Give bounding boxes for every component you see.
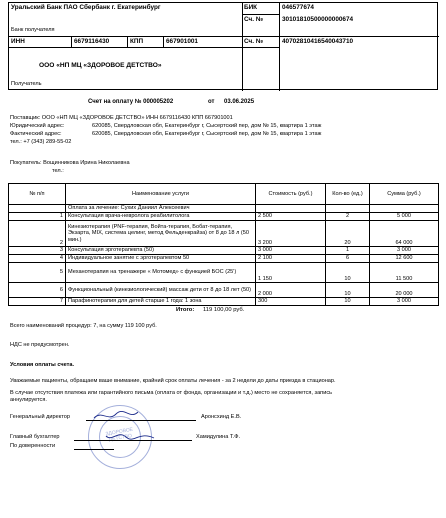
actual-address: 620085, Свердловская обл, Екатеринбург г, Сысертский пер, дом № 15, квартира 1 этаж xyxy=(92,131,322,137)
bik-label: БИК xyxy=(244,4,258,11)
director-label: Генеральный директор xyxy=(10,414,70,420)
kpp-label: КПП xyxy=(130,38,144,45)
invoice-date-prefix: от xyxy=(208,99,215,105)
row-qty: 20 xyxy=(326,221,370,247)
services-table xyxy=(8,183,439,306)
row-number: 6 xyxy=(9,283,66,298)
table-row xyxy=(9,247,439,255)
receiver-label: Получатель xyxy=(11,81,42,87)
row-price: 300 xyxy=(256,298,326,306)
row-price: 3 200 xyxy=(256,221,326,247)
director-signature xyxy=(92,408,142,422)
receiver-bank-label: Банк получателя xyxy=(11,27,55,33)
legal-address: 620085, Свердловская обл, Екатеринбург г, Сысертский пер, дом № 15, квартира 1 этаж xyxy=(92,123,322,129)
row-sum: 64 000 xyxy=(370,221,439,247)
patient-row xyxy=(9,205,439,213)
table-row xyxy=(9,255,439,263)
buyer-line: Покупатель: Вощинникова Ирина Николаевна xyxy=(10,160,130,166)
stamp-text: ЗДОРОВОЕ ДЕТСТВО xyxy=(105,426,134,443)
total-value: 119 100,00 руб. xyxy=(203,307,245,313)
row-sum: 3 000 xyxy=(370,298,439,306)
acc-value: 40702810416540043710 xyxy=(282,38,354,45)
bank-details-table xyxy=(8,2,438,90)
org-name: ООО «НП МЦ «ЗДОРОВОЕ ДЕТСТВО» xyxy=(39,62,162,69)
row-service: Механотерапия на тренажере « Мотомед» с функцией БОС (25') xyxy=(66,263,256,283)
row-number: 7 xyxy=(9,298,66,306)
header-price: Стоимость (руб.) xyxy=(256,184,326,205)
items-count-line: Всего наименований процедур: 7, на сумму 119 100 руб. xyxy=(10,323,157,329)
row-qty: 10 xyxy=(326,263,370,283)
row-qty: 10 xyxy=(326,283,370,298)
header-qty: Кол-во (ед.) xyxy=(326,184,370,205)
table-row xyxy=(9,298,439,306)
legal-address-label: Юридический адрес: xyxy=(10,123,65,129)
bank-name: Уральский Банк ПАО Сбербанк г. Екатеринбург xyxy=(11,4,161,11)
buyer-phone-label: тел.: xyxy=(52,168,64,174)
proxy-label: По доверенности xyxy=(10,443,56,449)
actual-address-label: Фактический адрес: xyxy=(10,131,62,137)
row-price: 3 000 xyxy=(256,247,326,255)
conditions-title: Условия оплаты счета. xyxy=(10,362,75,368)
kpp-value: 667901001 xyxy=(166,38,198,45)
header-service: Наименование услуги xyxy=(66,184,256,205)
table-row xyxy=(9,213,439,221)
corr-value: 30101810500000000674 xyxy=(282,16,354,23)
total-label: Итого: xyxy=(176,307,195,313)
supplier-line: Поставщик: ООО «НП МЦ «ЗДОРОВОЕ ДЕТСТВО» ИНН 6679116430 КПП 667901001 xyxy=(10,115,233,121)
row-number: 3 xyxy=(9,247,66,255)
table-row xyxy=(9,283,439,298)
invoice-title xyxy=(88,99,173,106)
row-qty: 2 xyxy=(326,213,370,221)
row-price: 1 150 xyxy=(256,263,326,283)
row-sum: 11 500 xyxy=(370,263,439,283)
accountant-label: Главный бухгалтер xyxy=(10,434,60,440)
row-number: 2 xyxy=(9,221,66,247)
row-service: Парафинотерапия для детей старше 1 года: 1 зона xyxy=(66,298,256,306)
supplier-phone: тел.: +7 (343) 289-55-02 xyxy=(10,139,72,145)
row-service: Индивидуальное занятие с эрготерапевтом 50 xyxy=(66,255,256,263)
table-row xyxy=(9,221,439,247)
conditions-paragraph-2: В случае отсутствия платежа или гарантийного письма (оплата от фонда, организации и т.д.) место не сохраняется, запись xyxy=(10,390,333,396)
row-sum: 3 000 xyxy=(370,247,439,255)
table-row xyxy=(9,263,439,283)
patient-line: Оплата за лечение: Сухих Даниил Алексеевич xyxy=(66,205,256,213)
row-qty: 6 xyxy=(326,255,370,263)
row-price: 2 100 xyxy=(256,255,326,263)
director-name: Аронсхинд Е.В. xyxy=(201,414,242,420)
inn-value: 6679116430 xyxy=(74,38,110,45)
row-service: Консультация эрготерапевта (50) xyxy=(66,247,256,255)
corr-label: Сч. № xyxy=(244,16,263,23)
accountant-name: Хамидулина Т.Ф. xyxy=(196,434,241,440)
row-service: Консультация врача-невролога реабилитолога xyxy=(66,213,256,221)
invoice-date: 03.06.2025 xyxy=(224,99,255,105)
conditions-paragraph-2-end: аннулируется. xyxy=(10,397,47,403)
row-number: 4 xyxy=(9,255,66,263)
accountant-signature xyxy=(104,428,156,442)
acc-label: Сч. № xyxy=(244,38,263,45)
header-sum: Сумма (руб.) xyxy=(370,184,439,205)
row-service: Кинезиотерапия (PNF-терапия, Войта-терапия, Бобат-терапия, Экзарта, MIX, система целинг, метод Фельденкрайза) от 8 до 18 л (50 мин.) xyxy=(66,221,256,247)
row-sum: 20 000 xyxy=(370,283,439,298)
row-number: 1 xyxy=(9,213,66,221)
row-price: 2 000 xyxy=(256,283,326,298)
vat-note: НДС не предусмотрен. xyxy=(10,342,70,348)
row-number: 5 xyxy=(9,263,66,283)
row-qty: 10 xyxy=(326,298,370,306)
invoice-number: 000005202 xyxy=(143,99,174,105)
row-qty: 1 xyxy=(326,247,370,255)
table-header-row xyxy=(9,184,439,205)
inn-label: ИНН xyxy=(11,38,25,45)
row-service: Функциональный (кинезиологический) массаж дети от 8 до 18 лет (50) xyxy=(66,283,256,298)
proxy-line xyxy=(74,449,114,450)
header-number: № п/п xyxy=(9,184,66,205)
bik-value: 046577674 xyxy=(282,4,314,11)
row-sum: 5 000 xyxy=(370,213,439,221)
invoice-title-prefix: Счет на оплату № xyxy=(88,99,142,105)
row-price: 2 500 xyxy=(256,213,326,221)
row-sum: 12 600 xyxy=(370,255,439,263)
conditions-paragraph-1: Уважаемые пациенты, обращаем ваше внимание, крайний срок оплаты лечения - за 2 недели до даты приезда в стационар. xyxy=(10,378,336,384)
